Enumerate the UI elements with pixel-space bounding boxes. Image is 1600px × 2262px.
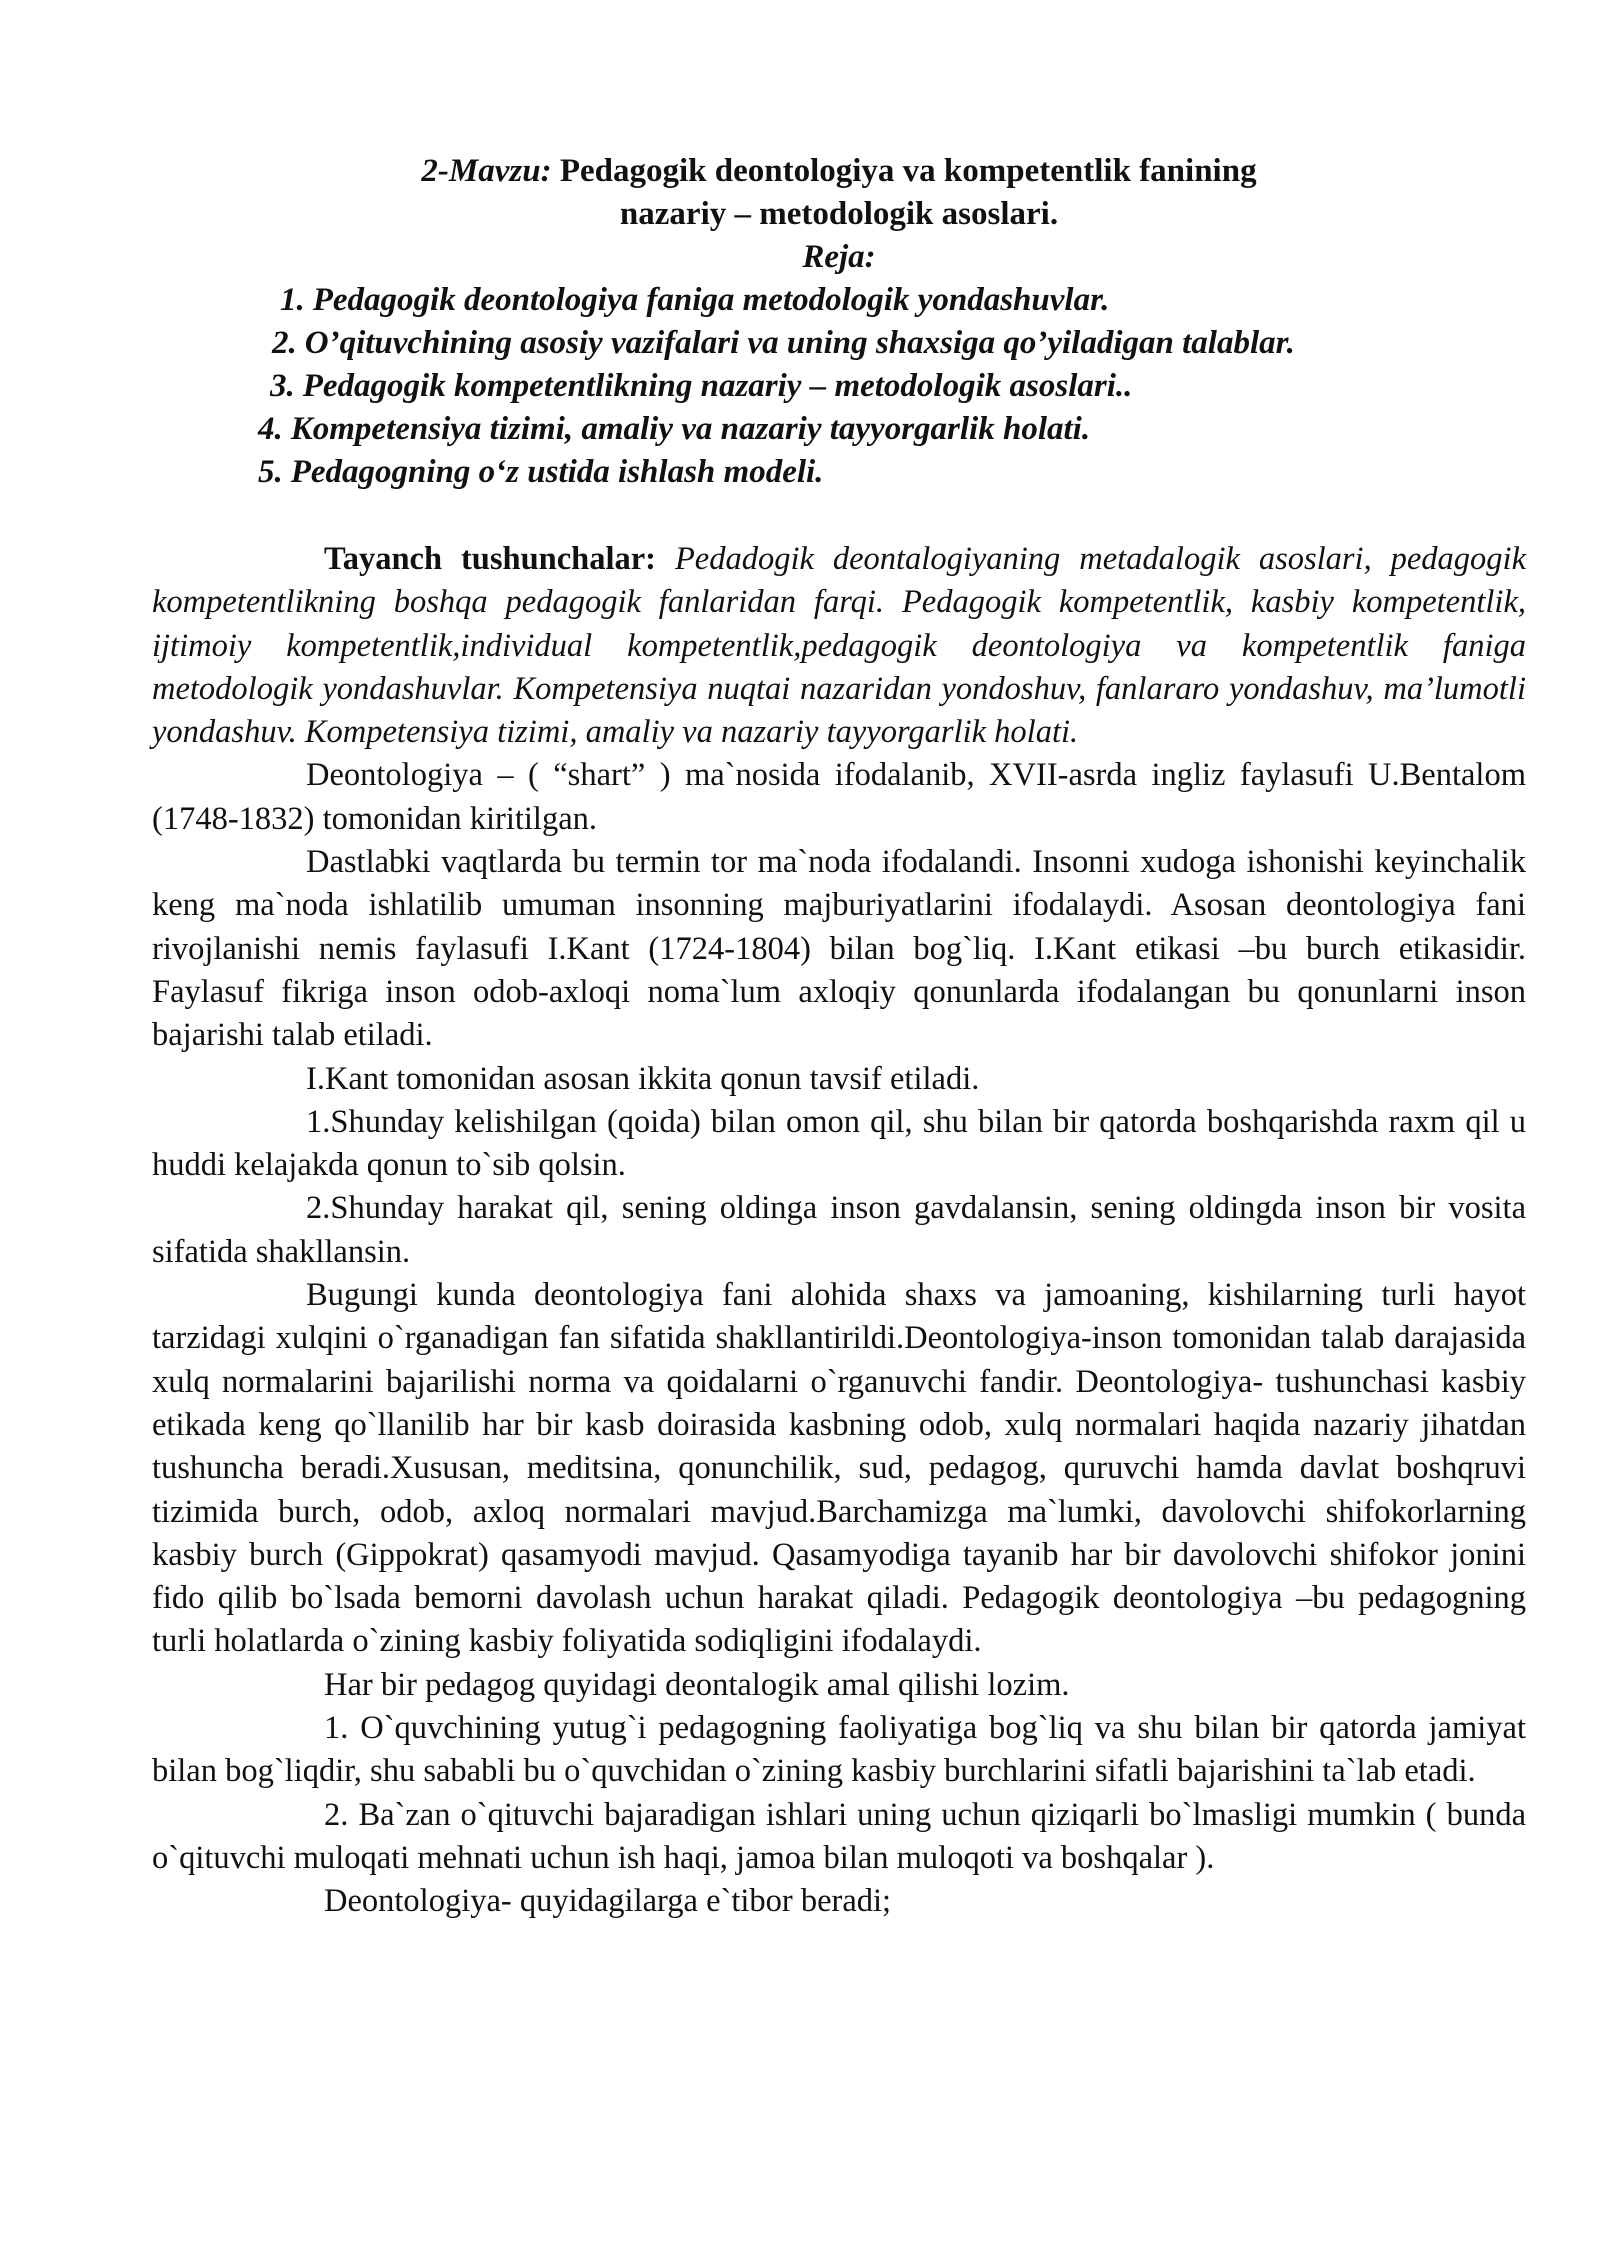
document-body	[152, 538, 1526, 1924]
key-terms-label: Tayanch tushunchalar:	[324, 541, 656, 577]
paragraph: I.Kant tomonidan asosan ikkita qonun tavsif etiladi.	[306, 1060, 980, 1097]
plan-item-number: 5.	[258, 454, 283, 490]
title-prefix: 2-Mavzu:	[421, 153, 552, 189]
plan-item	[152, 365, 1526, 408]
paragraph: 1.Shunday kelishilgan (qoida) bilan omon qil, shu bilan bir qatorda boshqarishda raxm qil u huddi kelajakda qonun to`sib qolsin.	[152, 1103, 1526, 1184]
document-title	[152, 150, 1526, 193]
key-terms-text: Pedadogik deontalogiyaning metadalogik asoslari, pedagogik kompetentlikning boshqa pedagogik fanlaridan farqi. Pedagogik kompetentlik, kasbiy kompetentlik, ijtimoiy kompetentlik,individual kompetentlik,pedagogik deontologiya va kompetentlik faniga metodologik yondashuvlar. Kompetensiya nuqtai nazaridan yondoshuv, fanlararo yondashuv, ma’lumotli yondashuv. Kompetensiya tizimi, amaliy va nazariy tayyorgarlik holati.	[152, 541, 1527, 751]
plan-item-number: 4.	[258, 411, 283, 447]
plan-item-number: 1.	[280, 282, 305, 318]
document-title-line2: nazariy – metodologik asoslari.	[619, 196, 1059, 232]
plan-item	[152, 322, 1526, 365]
plan-list	[152, 279, 1526, 494]
paragraph: Bugungi kunda deontologiya fani alohida shaxs va jamoaning, kishilarning turli hayot tarzidagi xulqini o`rganadigan fan sifatida shakllantirildi.Deontologiya-inson tomonidan talab darajasida xulq normalarini bajarilishi norma va qoidalarni o`rganuvchi fandir. Deontologiya- tushunchasi kasbiy etikada keng qo`llanilib har bir kasb doirasida kasbning odob, xulq normalari haqida nazariy jihatdan tushuncha beradi.Xususan, meditsina, qonunchilik, sud, pedagog, quruvchi hamda davlat boshqruvi tizimida burch, odob, axloq normalari mavjud.Barchamizga ma`lumki, davolovchi shifokorlarning kasbiy burch (Gippokrat) qasamyodi mavjud. Qasamyodiga tayanib har bir davolovchi shifokor jonini fido qilib bo`lsada bemorni davolash uchun harakat qiladi. Pedagogik deontologiya –bu pedagogning turli holatlarda o`zining kasbiy foliyatida sodiqligini ifodalaydi.	[152, 1277, 1526, 1660]
plan-item-text: Pedagogik kompetentlikning nazariy – metodologik asoslari..	[302, 368, 1133, 404]
title-line1: Pedagogik deontologiya va kompetentlik fanining	[559, 153, 1257, 189]
plan-item-text: Pedagogik deontologiya faniga metodologik yondashuvlar.	[312, 282, 1110, 318]
plan-item	[152, 451, 1526, 494]
plan-heading: Reja:	[802, 239, 876, 275]
paragraph: 2.Shunday harakat qil, sening oldinga inson gavdalansin, sening oldingda inson bir vosita sifatida shakllansin.	[152, 1190, 1526, 1270]
paragraph: Dastlabki vaqtlarda bu termin tor ma`noda ifodalandi. Insonni xudoga ishonishi keyinchalik keng ma`noda ishlatilib umuman insonning majburiyatlarini ifodalaydi. Asosan deontologiya fani rivojlanishi nemis faylasufi I.Kant (1724-1804) bilan bog`liq. I.Kant etikasi –bu burch etikasidir. Faylasuf fikriga inson odob-axloqi noma`lum axloqiy qonunlarda ifodalangan bu qonunlarni inson bajarishi talab etiladi.	[152, 844, 1526, 1054]
plan-item-text: Kompetensiya tizimi, amaliy va nazariy tayyorgarlik holati.	[290, 411, 1091, 447]
paragraph: Deontologiya- quyidagilarga e`tibor beradi;	[324, 1883, 892, 1920]
plan-item-text: O’qituvchining asosiy vazifalari va uning shaxsiga qo’yiladigan talablar.	[304, 325, 1295, 361]
plan-item-number: 3.	[270, 368, 295, 404]
paragraph: 2. Ba`zan o`qituvchi bajaradigan ishlari uning uchun qiziqarli bo`lmasligi mumkin ( bunda o`qituvchi muloqati mehnati uchun ish haqi, jamoa bilan muloqoti va boshqalar ).	[152, 1796, 1526, 1876]
plan-item-text: Pedagogning o‘z ustida ishlash modeli.	[290, 454, 824, 490]
paragraph: Deontologiya – ( “shart” ) ma`nosida ifodalanib, XVII-asrda ingliz faylasufi U.Bentalom (1748-1832) tomonidan kiritilgan.	[152, 757, 1526, 837]
plan-item	[152, 408, 1526, 451]
paragraph: Har bir pedagog quyidagi deontalogik amal qilishi lozim.	[324, 1666, 1070, 1703]
key-terms-paragraph	[152, 538, 1526, 754]
document-content	[152, 150, 1526, 1924]
plan-item-number: 2.	[272, 325, 297, 361]
plan-item	[152, 279, 1526, 322]
paragraph: 1. O`quvchining yutug`i pedagogning faoliyatiga bog`liq va shu bilan bir qatorda jamiyat bilan bog`liqdir, shu sababli bu o`quvchidan o`zining kasbiy burchlarini sifatli bajarishini ta`lab etadi.	[152, 1710, 1526, 1790]
